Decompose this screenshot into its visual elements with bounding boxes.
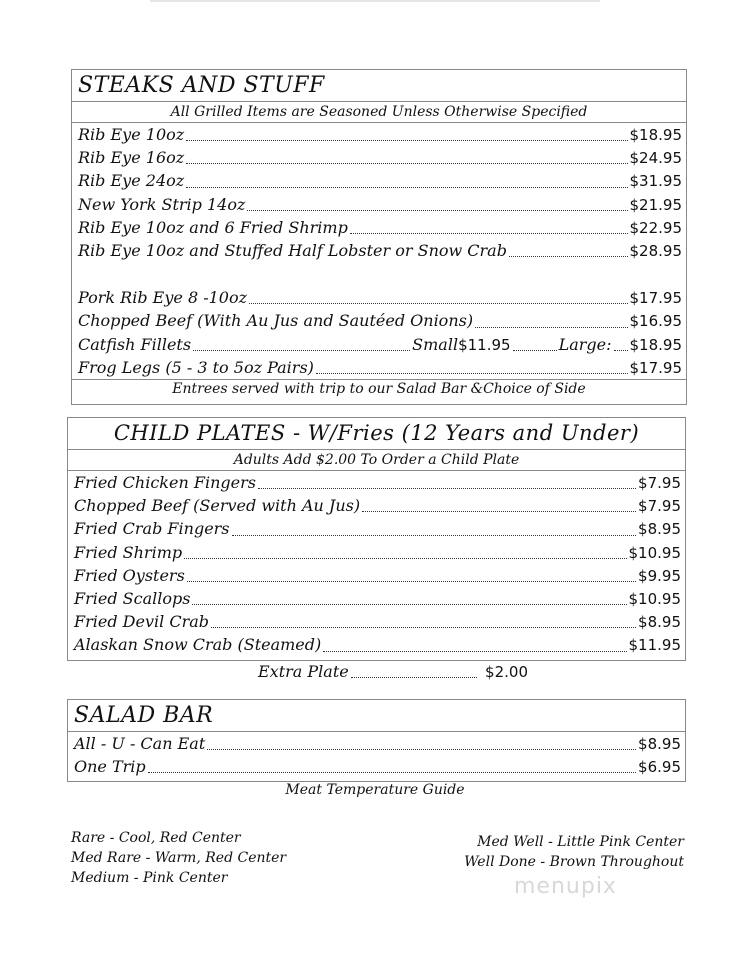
menu-item: Fried Chicken Fingers $7.95 <box>74 473 681 492</box>
menu-item: Fried Scallops $10.95 <box>74 588 681 608</box>
spacer <box>72 262 686 286</box>
temp-med-well: Med Well - Little Pink Center <box>477 834 684 850</box>
temperature-title: Meat Temperature Guide <box>285 782 465 798</box>
menu-item: Rib Eye 10oz and Stuffed Half Lobster or Snow Crab $28.95 <box>78 240 682 260</box>
steaks-section <box>71 69 687 405</box>
menu-item: Frog Legs (5 - 3 to 5oz Pairs) $17.95 <box>78 357 682 377</box>
salad-title: SALAD BAR <box>68 700 685 732</box>
menu-item: Pork Rib Eye 8 -10oz $17.95 <box>78 288 682 308</box>
extra-plate <box>258 661 528 683</box>
steaks-note: All Grilled Items are Seasoned Unless Otherwise Specified <box>72 102 686 123</box>
child-title: CHILD PLATES - W/Fries (12 Years and Under) <box>68 418 685 450</box>
extra-plate-label: Extra Plate <box>258 662 349 681</box>
watermark: menupix <box>514 874 617 899</box>
extra-plate-price: $2.00 <box>485 663 528 681</box>
menu-item: One Trip $6.95 <box>74 757 681 777</box>
menu-item: Rib Eye 10oz $18.95 <box>78 125 682 144</box>
temp-medium: Medium - Pink Center <box>71 870 228 886</box>
menu-item: Fried Devil Crab $8.95 <box>74 612 681 632</box>
menu-item: Rib Eye 10oz and 6 Fried Shrimp $22.95 <box>78 217 682 237</box>
menu-item: Alaskan Snow Crab (Steamed) $11.95 <box>74 635 681 655</box>
menu-item: New York Strip 14oz $21.95 <box>78 194 682 214</box>
temp-med-rare: Med Rare - Warm, Red Center <box>71 850 287 866</box>
child-plates-section <box>67 417 686 661</box>
menu-item-catfish: Catfish Fillets Small $11.95 Large: $18.95 <box>78 334 682 354</box>
scan-edge <box>150 0 600 6</box>
menu-item: Chopped Beef (With Au Jus and Sautéed Onions) $16.95 <box>78 311 682 331</box>
menu-item: Chopped Beef (Served with Au Jus) $7.95 <box>74 496 681 516</box>
menu-item: Fried Oysters $9.95 <box>74 565 681 585</box>
child-note: Adults Add $2.00 To Order a Child Plate <box>68 450 685 471</box>
steaks-footer: Entrees served with trip to our Salad Bar &Choice of Side <box>72 379 686 399</box>
steaks-title: STEAKS AND STUFF <box>72 70 686 102</box>
salad-bar-section <box>67 699 686 782</box>
menu-item: Fried Shrimp $10.95 <box>74 542 681 562</box>
menu-item: Rib Eye 16oz $24.95 <box>78 148 682 168</box>
menu-item: Rib Eye 24oz $31.95 <box>78 171 682 191</box>
menu-item: All - U - Can Eat $8.95 <box>74 734 681 753</box>
temp-rare: Rare - Cool, Red Center <box>71 830 241 846</box>
temp-well-done: Well Done - Brown Throughout <box>464 854 684 870</box>
menu-item: Fried Crab Fingers $8.95 <box>74 519 681 539</box>
